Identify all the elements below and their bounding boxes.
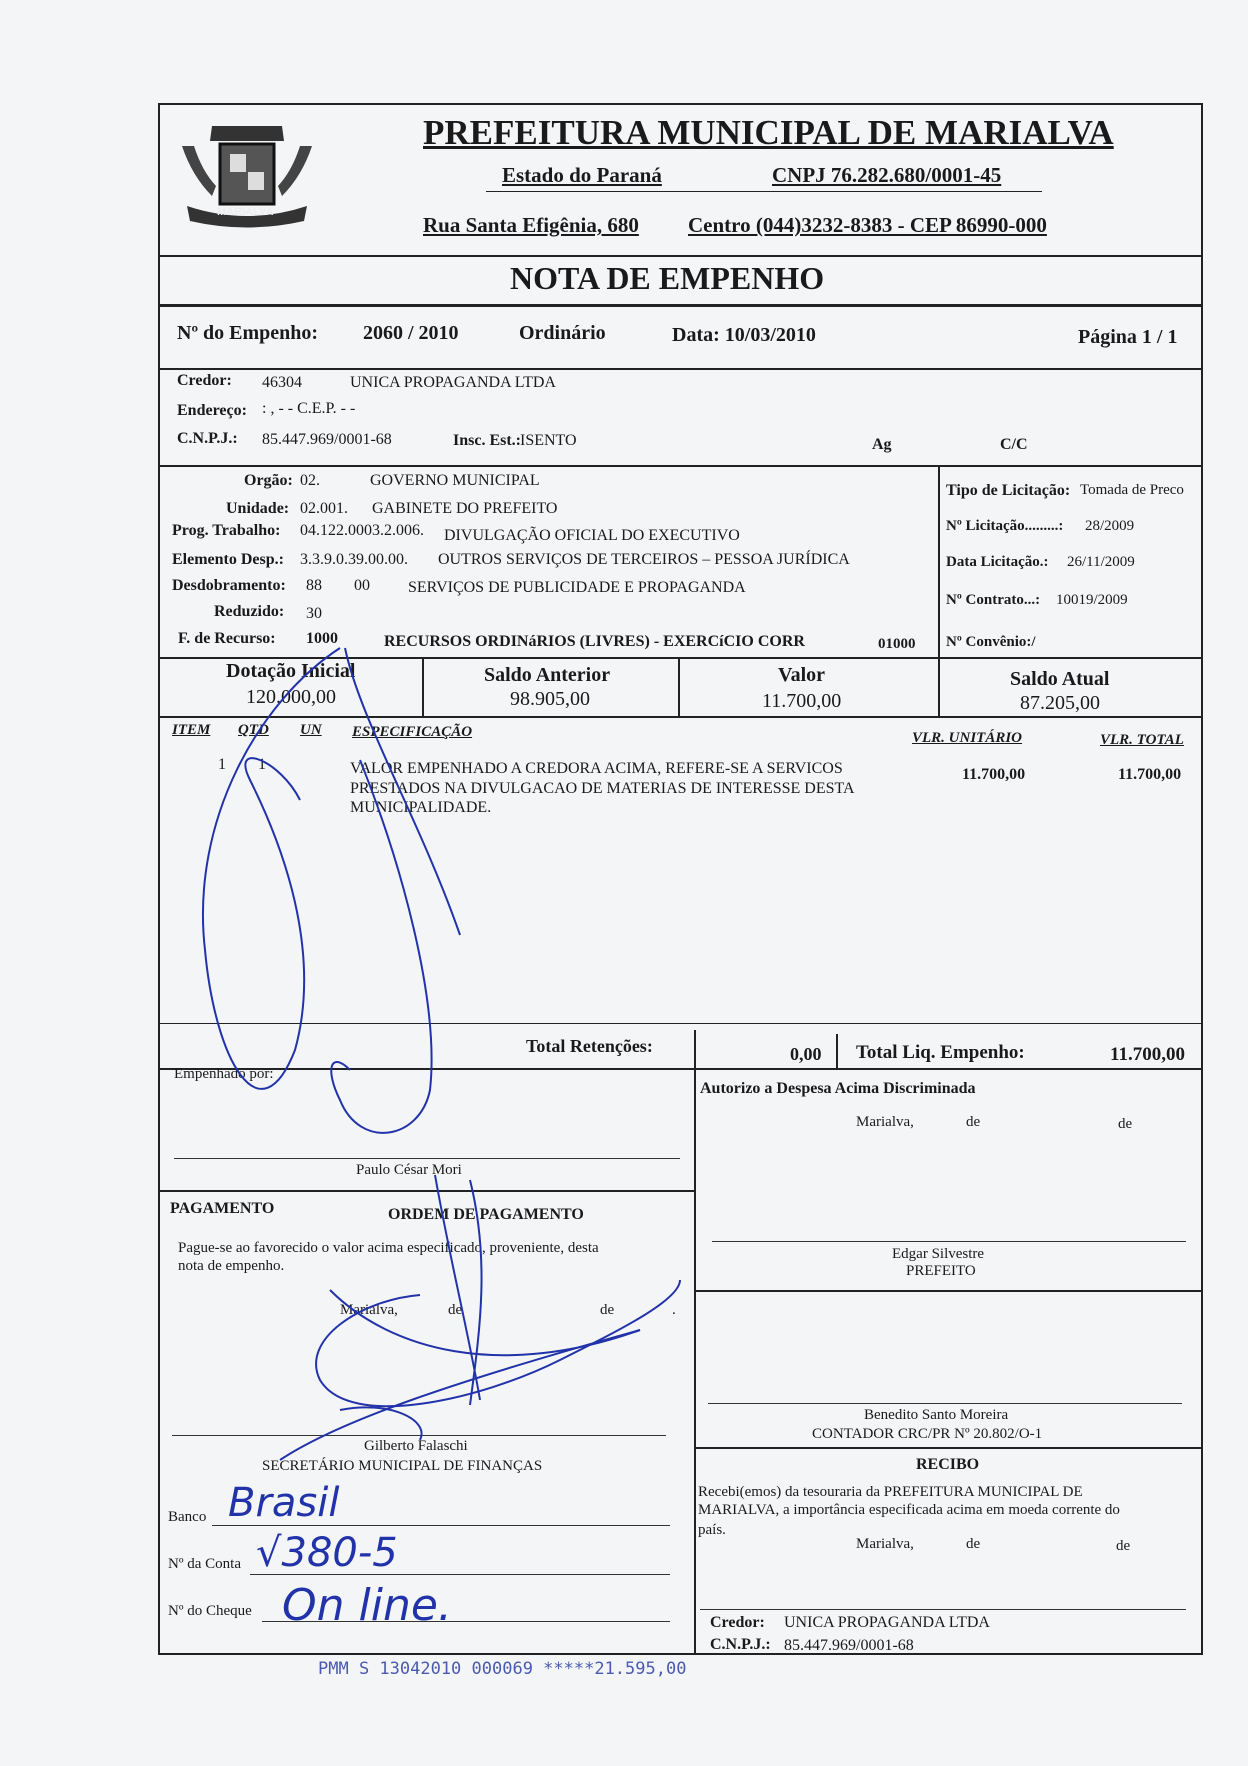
autorizo-label: Autorizo a Despesa Acima Discriminada — [700, 1080, 976, 1097]
empenhado-label: Empenhado por: — [174, 1066, 274, 1082]
secretario-role: SECRETÁRIO MUNICIPAL DE FINANÇAS — [262, 1458, 543, 1474]
cnpj-header: CNPJ 76.282.680/0001-45 — [772, 163, 1002, 187]
recurso-code: 1000 — [306, 630, 338, 647]
col-especificacao: ESPECIFICAÇÃO — [352, 724, 473, 740]
recibo-text-2: MARIALVA, a importância especificada acima em moeda corrente do — [698, 1502, 1120, 1518]
banco-label: Banco — [168, 1509, 207, 1525]
col-un: UN — [300, 722, 322, 738]
cnpj-value: 85.447.969/0001-68 — [262, 431, 392, 448]
contact-label: Centro (044)3232-8383 - CEP 86990-000 — [688, 213, 1047, 237]
divider — [694, 1447, 1203, 1449]
recibo-credor-value: UNICA PROPAGANDA LTDA — [784, 1614, 990, 1631]
conta-handwritten: √380-5 — [256, 1530, 398, 1576]
credor-label: Credor: — [177, 372, 232, 389]
num-licitacao-label: Nº Licitação.........: — [946, 518, 1064, 534]
divider — [158, 304, 1203, 307]
endereco-value: : , - - C.E.P. - - — [262, 400, 356, 417]
recibo-city: Marialva, — [856, 1536, 914, 1552]
orgao-label: Orgão: — [244, 472, 293, 489]
divider — [938, 465, 940, 657]
total-retencoes-label: Total Retenções: — [526, 1036, 653, 1056]
autorizo-de-2: de — [1118, 1116, 1133, 1132]
row-item: 1 — [218, 756, 226, 773]
row-qtd: 1 — [258, 756, 266, 773]
contador-role: CONTADOR CRC/PR Nº 20.802/O-1 — [812, 1426, 1043, 1442]
cheque-handwritten: On line. — [282, 1580, 452, 1631]
divider — [158, 1023, 1203, 1024]
col-item: ITEM — [172, 722, 211, 738]
prefeito-role: PREFEITO — [906, 1263, 976, 1279]
address-label: Rua Santa Efigênia, 680 — [423, 213, 639, 237]
empenho-number: 2060 / 2010 — [363, 322, 459, 344]
empenho-type: Ordinário — [519, 322, 606, 344]
credor-code: 46304 — [262, 374, 302, 391]
header-rule — [486, 191, 1042, 192]
row-desc-3: MUNICIPALIDADE. — [350, 799, 492, 816]
doc-title: NOTA DE EMPENHO — [510, 260, 825, 296]
divider — [694, 1030, 696, 1070]
valor-value: 11.700,00 — [762, 690, 842, 712]
divider — [158, 368, 1203, 370]
coat-of-arms-icon — [172, 106, 322, 234]
divider — [158, 255, 1203, 257]
reduzido-value: 30 — [306, 605, 322, 622]
empenho-date: Data: 10/03/2010 — [672, 324, 816, 346]
col-vlr-unitario: VLR. UNITÁRIO — [912, 730, 1023, 746]
row-desc-2: PRESTADOS NA DIVULGACAO DE MATERIAS DE INTERESSE DESTA — [350, 780, 855, 797]
desdobramento-sub: 00 — [354, 577, 370, 594]
credor-name: UNICA PROPAGANDA LTDA — [350, 374, 556, 391]
pagamento-label: PAGAMENTO — [170, 1200, 275, 1217]
secretario-name: Gilberto Falaschi — [364, 1438, 468, 1454]
page-number: Página 1 / 1 — [1078, 326, 1178, 348]
unidade-value: GABINETE DO PREFEITO — [372, 500, 558, 517]
pagamento-de-1: de — [448, 1302, 463, 1318]
divider — [678, 657, 680, 716]
prefeito-name: Edgar Silvestre — [892, 1246, 985, 1262]
signature-line — [174, 1158, 680, 1159]
banco-handwritten: Brasil — [228, 1480, 340, 1526]
orgao-code: 02. — [300, 472, 320, 489]
recibo-cnpj-label: C.N.P.J.: — [710, 1636, 771, 1653]
saldo-atual-value: 87.205,00 — [1020, 692, 1100, 714]
dotacao-label: Dotação Inicial — [226, 660, 356, 682]
saldo-anterior-label: Saldo Anterior — [484, 664, 611, 686]
elemento-label: Elemento Desp.: — [172, 551, 284, 568]
row-desc-1: VALOR EMPENHADO A CREDORA ACIMA, REFERE-SE A SERVICOS — [350, 760, 843, 777]
divider — [938, 657, 940, 716]
recibo-text-3: país. — [698, 1522, 726, 1538]
cheque-label: Nº do Cheque — [168, 1603, 252, 1619]
ordem-pagamento-label: ORDEM DE PAGAMENTO — [388, 1206, 584, 1223]
data-licitacao-label: Data Licitação.: — [946, 554, 1049, 570]
recibo-cnpj-value: 85.447.969/0001-68 — [784, 1637, 914, 1654]
desdobramento-code: 88 — [306, 577, 322, 594]
desdobramento-label: Desdobramento: — [172, 577, 286, 594]
recibo-label: RECIBO — [916, 1456, 980, 1473]
recurso-number: 01000 — [878, 636, 916, 652]
data-licitacao-value: 26/11/2009 — [1067, 554, 1135, 570]
recurso-value: RECURSOS ORDINáRIOS (LIVRES) - EXERCíCIO CORR — [384, 633, 805, 650]
unidade-label: Unidade: — [226, 500, 290, 517]
pagamento-dot: . — [672, 1302, 676, 1318]
insc-value: ISENTO — [520, 432, 577, 449]
reduzido-label: Reduzido: — [214, 603, 285, 620]
elemento-value: OUTROS SERVIÇOS DE TERCEIROS – PESSOA JURÍDICA — [438, 551, 850, 568]
divider — [158, 716, 1203, 718]
empenhado-name: Paulo César Mori — [356, 1162, 462, 1178]
divider — [158, 657, 1203, 659]
signature-line — [700, 1609, 1186, 1610]
coat-of-arms-label: MARIALVA — [217, 206, 274, 218]
elemento-code: 3.3.9.0.39.00.00. — [300, 551, 408, 568]
prog-label: Prog. Trabalho: — [172, 522, 281, 539]
insc-label: Insc. Est.: — [453, 432, 522, 449]
autorizo-city: Marialva, — [856, 1114, 914, 1130]
conta-label: Nº da Conta — [168, 1556, 241, 1572]
prog-value: DIVULGAÇÃO OFICIAL DO EXECUTIVO — [444, 527, 740, 544]
pagamento-city: Marialva, — [340, 1302, 398, 1318]
cc-label: C/C — [1000, 436, 1028, 453]
prog-code: 04.122.0003.2.006. — [300, 522, 424, 539]
empenho-number-label: Nº do Empenho: — [177, 322, 319, 344]
col-qtd: QTD — [238, 722, 269, 738]
row-vlr-total: 11.700,00 — [1118, 766, 1182, 783]
divider — [158, 465, 1203, 467]
pagamento-text-2: nota de empenho. — [178, 1258, 285, 1274]
cnpj-label: C.N.P.J.: — [177, 430, 238, 447]
divider — [422, 657, 424, 716]
col-vlr-total: VLR. TOTAL — [1100, 732, 1184, 748]
dotacao-value: 120.000,00 — [246, 686, 336, 708]
tipo-licitacao-label: Tipo de Licitação: — [946, 482, 1071, 499]
divider — [694, 1290, 1203, 1292]
divider — [836, 1034, 838, 1070]
page-title: PREFEITURA MUNICIPAL DE MARIALVA — [423, 113, 1114, 152]
endereco-label: Endereço: — [177, 402, 247, 419]
unidade-code: 02.001. — [300, 500, 348, 517]
contrato-label: Nº Contrato...: — [946, 592, 1041, 608]
total-liq-value: 11.700,00 — [1110, 1044, 1185, 1065]
divider — [158, 1190, 694, 1192]
recibo-text-1: Recebi(emos) da tesouraria da PREFEITURA MUNICIPAL DE — [698, 1484, 1083, 1500]
total-liq-label: Total Liq. Empenho: — [856, 1042, 1025, 1063]
ag-label: Ag — [872, 436, 892, 453]
autorizo-de-1: de — [966, 1114, 981, 1130]
pagamento-de-2: de — [600, 1302, 615, 1318]
signature-line — [712, 1241, 1186, 1242]
signature-line — [172, 1435, 666, 1436]
orgao-value: GOVERNO MUNICIPAL — [370, 472, 540, 489]
contador-name: Benedito Santo Moreira — [864, 1407, 1009, 1423]
mechanical-stamp: PMM S 13042010 000069 *****21.595,00 — [318, 1659, 687, 1679]
convenio-label: Nº Convênio:/ — [946, 634, 1036, 650]
signature-line — [708, 1403, 1182, 1404]
num-licitacao-value: 28/2009 — [1085, 518, 1135, 534]
recibo-de-1: de — [966, 1536, 981, 1552]
saldo-anterior-value: 98.905,00 — [510, 688, 590, 710]
row-vlr-unitario: 11.700,00 — [962, 766, 1026, 783]
recibo-credor-label: Credor: — [710, 1614, 765, 1631]
recibo-de-2: de — [1116, 1538, 1131, 1554]
desdobramento-value: SERVIÇOS DE PUBLICIDADE E PROPAGANDA — [408, 579, 746, 596]
divider — [694, 1068, 696, 1655]
divider — [158, 1068, 1203, 1070]
contrato-value: 10019/2009 — [1056, 592, 1128, 608]
state-label: Estado do Paraná — [502, 163, 662, 187]
tipo-licitacao-value: Tomada de Preco — [1080, 482, 1184, 498]
saldo-atual-label: Saldo Atual — [1010, 668, 1110, 690]
total-retencoes-value: 0,00 — [790, 1044, 822, 1064]
valor-label: Valor — [778, 664, 826, 686]
pagamento-text-1: Pague-se ao favorecido o valor acima especificado, proveniente, desta — [178, 1240, 599, 1256]
recurso-label: F. de Recurso: — [178, 630, 276, 647]
